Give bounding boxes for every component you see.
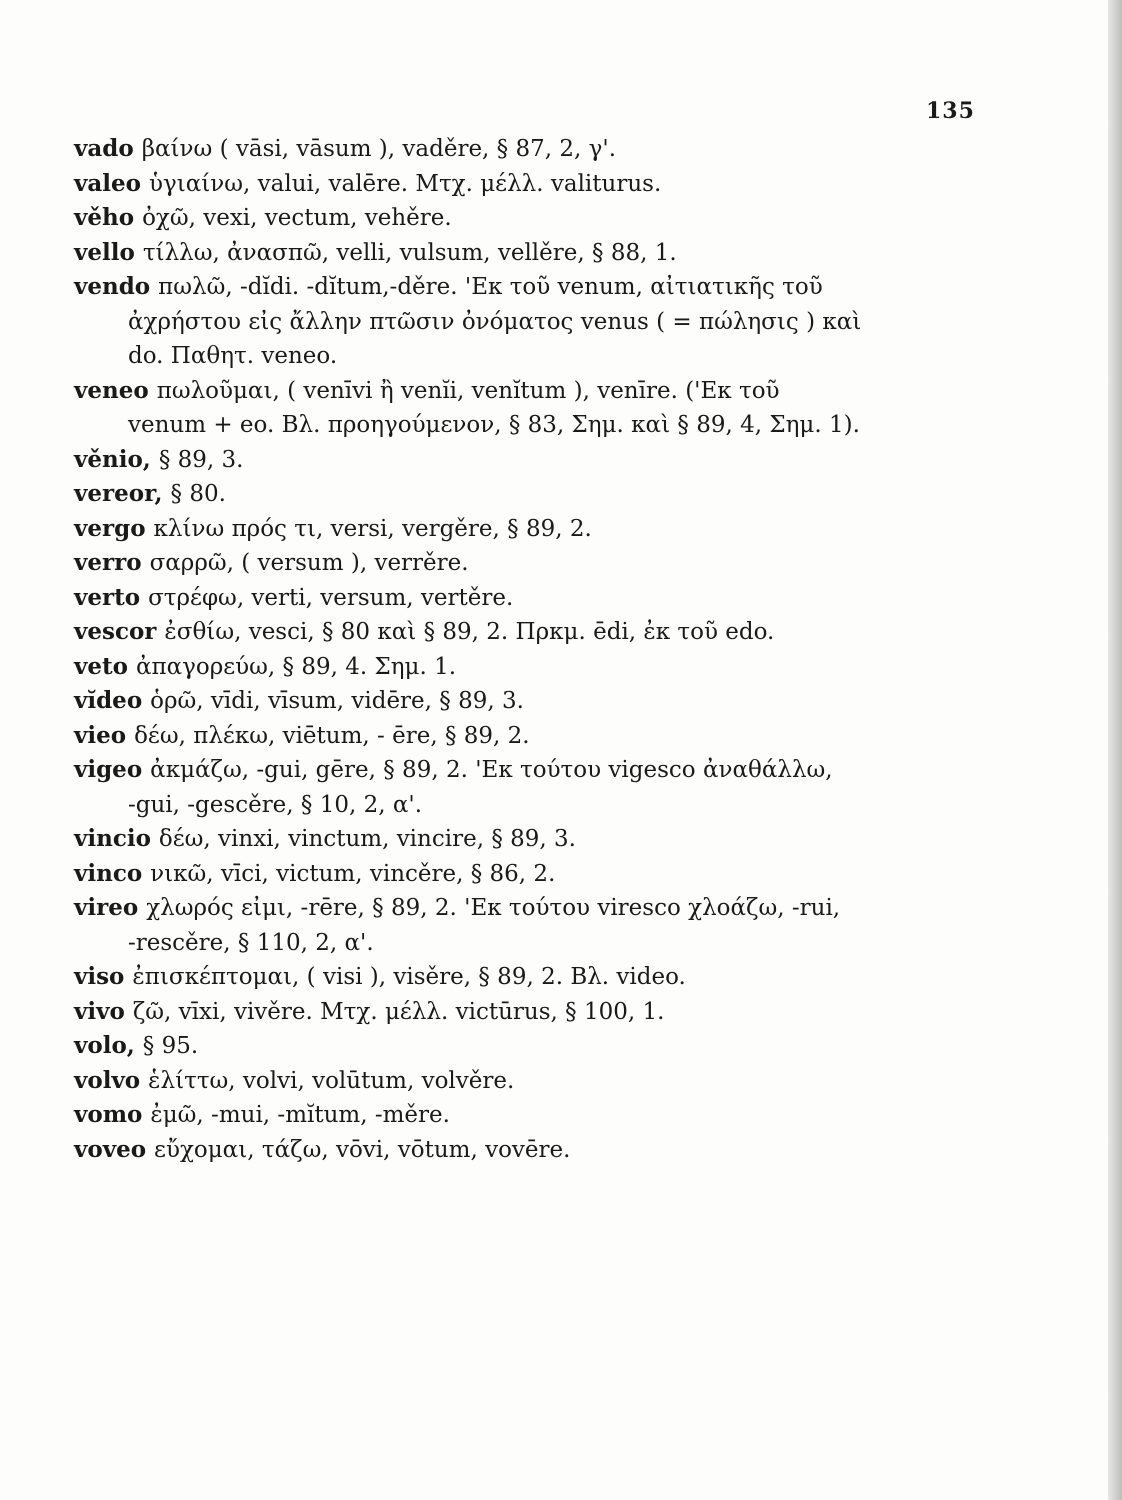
entry-headword: vincio xyxy=(74,825,151,852)
entry-definition: ἐσθίω, vesci, § 80 καὶ § 89, 2. Πρκμ. ēdi, ἐκ τοῦ edo. xyxy=(164,619,775,645)
dictionary-entry xyxy=(74,719,974,754)
dictionary-entry xyxy=(74,822,974,857)
entry-headword: vieo xyxy=(74,721,127,749)
dictionary-entry xyxy=(74,1029,974,1064)
dictionary-entry xyxy=(74,443,974,478)
entry-continuation: venum + eo. Βλ. προηγούμενον, § 83, Σημ. καὶ § 89, 4, Σημ. 1). xyxy=(128,412,860,438)
dictionary-entry xyxy=(74,684,974,719)
entry-continuation: ἀχρήστου εἰς ἄλλην πτῶσιν ὀνόματος venus ( = πώλησις ) καὶ xyxy=(128,308,862,335)
entry-headword: valeo xyxy=(74,169,141,197)
entry-headword: vergo xyxy=(74,514,146,542)
entry-headword: vĭdeo xyxy=(74,687,143,714)
entry-definition: § 89, 3. xyxy=(158,446,244,473)
entry-headword: volvo xyxy=(74,1066,141,1094)
dictionary-entry xyxy=(74,512,974,547)
dictionary-entry xyxy=(74,167,974,202)
dictionary-entry xyxy=(74,857,974,892)
entry-headword: vireo xyxy=(74,894,139,921)
entry-headword: věnio, xyxy=(74,445,151,473)
dictionary-entry xyxy=(74,581,974,616)
entry-headword: viso xyxy=(74,963,125,990)
dictionary-entry xyxy=(74,615,974,650)
dictionary-entry xyxy=(74,270,974,374)
entry-definition: τίλλω, ἀνασπῶ, velli, vulsum, vellěre, § 88, 1. xyxy=(142,239,677,266)
entry-headword: vinco xyxy=(74,859,143,887)
entry-definition: § 80. xyxy=(170,481,226,507)
entry-definition: χλωρός εἰμι, -rēre, § 89, 2. 'Εκ τούτου viresco χλοάζω, -rui, xyxy=(146,895,841,921)
entry-definition: ὁρῶ, vīdi, vīsum, vidēre, § 89, 3. xyxy=(150,688,524,714)
entry-definition: δέω, vinxi, vinctum, vincire, § 89, 3. xyxy=(158,826,576,852)
entry-headword: vereor, xyxy=(74,480,163,507)
entry-headword: věho xyxy=(74,204,135,231)
entry-headword: veneo xyxy=(74,376,149,404)
page-number: 135 xyxy=(926,98,975,124)
entry-definition: ἐμῶ, -mui, -mĭtum, -měre. xyxy=(150,1102,450,1128)
entry-continuation: do. Παθητ. veneo. xyxy=(128,343,338,369)
dictionary-entries xyxy=(74,132,974,1167)
entry-definition: σαρρῶ, ( versum ), verrěre. xyxy=(149,550,469,576)
dictionary-entry xyxy=(74,995,974,1030)
dictionary-entry xyxy=(74,546,974,581)
entry-definition: πωλοῦμαι, ( venīvi ἢ venĭi, venĭtum ), venīre. ('Εκ τοῦ xyxy=(156,377,780,404)
entry-headword: vivo xyxy=(74,997,125,1025)
dictionary-entry xyxy=(74,650,974,685)
entry-definition: νικῶ, vīci, victum, vincěre, § 86, 2. xyxy=(150,860,556,887)
entry-definition: ζῶ, vīxi, vivěre. Μτχ. μέλλ. victūrus, § 100, 1. xyxy=(132,998,665,1025)
entry-headword: voveo xyxy=(74,1135,147,1163)
entry-headword: vado xyxy=(74,135,134,162)
dictionary-entry xyxy=(74,201,974,236)
entry-continuation: -gui, -gescěre, § 10, 2, α'. xyxy=(128,791,423,818)
dictionary-entry xyxy=(74,1098,974,1133)
entry-definition: ἐπισκέπτομαι, ( visi ), visěre, § 89, 2. Βλ. video. xyxy=(132,964,686,990)
dictionary-entry xyxy=(74,1064,974,1099)
entry-definition: ἑλίττω, volvi, volūtum, volvěre. xyxy=(148,1067,515,1094)
entry-definition: § 95. xyxy=(142,1033,199,1059)
entry-headword: verro xyxy=(74,549,142,576)
dictionary-entry xyxy=(74,477,974,512)
dictionary-entry xyxy=(74,753,974,822)
dictionary-entry xyxy=(74,960,974,995)
dictionary-entry xyxy=(74,374,974,443)
entry-definition: πωλῶ, -dĭdi. -dĭtum,-děre. 'Εκ τοῦ venum, αἰτιατικῆς τοῦ xyxy=(158,274,823,300)
entry-definition: ὀχῶ, vexi, vectum, vehěre. xyxy=(142,205,452,231)
entry-headword: verto xyxy=(74,583,141,611)
entry-definition: βαίνω ( vāsi, vāsum ), vaděre, § 87, 2, γ'. xyxy=(141,136,617,162)
entry-headword: vigeo xyxy=(74,756,143,783)
entry-definition: στρέφω, verti, versum, vertěre. xyxy=(148,584,514,611)
dictionary-entry xyxy=(74,1133,974,1168)
entry-definition: ἀπαγορεύω, § 89, 4. Σημ. 1. xyxy=(135,653,457,680)
entry-headword: vescor xyxy=(74,618,157,645)
entry-continuation: -rescěre, § 110, 2, α'. xyxy=(128,929,374,956)
dictionary-entry xyxy=(74,891,974,960)
entry-definition: εὔχομαι, τάζω, vōvi, vōtum, vovēre. xyxy=(154,1136,571,1163)
page-edge xyxy=(1108,0,1122,1500)
entry-headword: veto xyxy=(74,652,128,680)
entry-definition: ὑγιαίνω, valui, valēre. Μτχ. μέλλ. valiturus. xyxy=(148,170,662,197)
entry-headword: vello xyxy=(74,238,135,266)
entry-headword: vomo xyxy=(74,1101,143,1128)
entry-definition: κλίνω πρός τι, versi, vergěre, § 89, 2. xyxy=(153,515,592,542)
entry-headword: volo, xyxy=(74,1032,135,1059)
dictionary-entry xyxy=(74,132,974,167)
entry-headword: vendo xyxy=(74,273,151,300)
entry-definition: δέω, πλέκω, viētum, - ēre, § 89, 2. xyxy=(134,722,530,749)
entry-definition: ἀκμάζω, -gui, gēre, § 89, 2. 'Εκ τούτου vigesco ἀναθάλλω, xyxy=(150,757,833,783)
dictionary-entry xyxy=(74,236,974,271)
